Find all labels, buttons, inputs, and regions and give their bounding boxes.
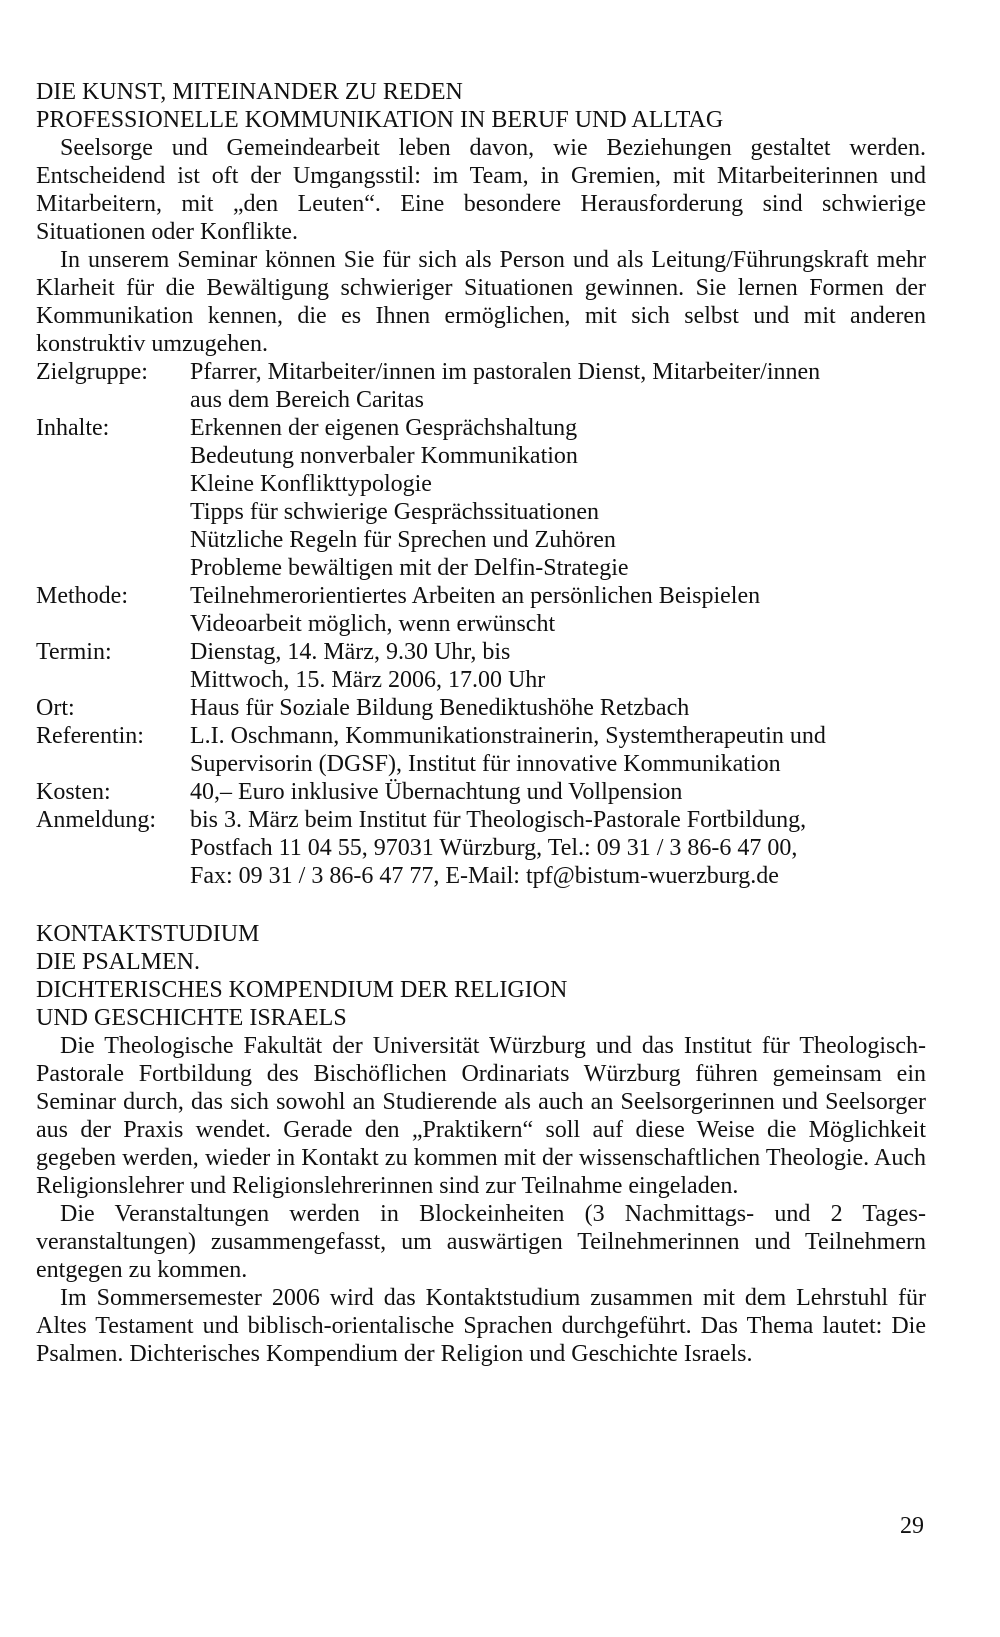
info-line: Bedeutung nonverbaler Kommunikation [190,443,578,469]
info-line: aus dem Bereich Caritas [190,387,424,413]
info-label-referentin: Referentin: [36,723,144,749]
info-line: Supervisorin (DGSF), Institut für innovative Kommunikation [190,751,781,777]
section1-title-line2: PROFESSIONELLE KOMMUNIKATION IN BERUF UND ALLTAG [36,107,724,133]
info-line: Videoarbeit möglich, wenn erwünscht [190,611,556,637]
info-value-termin [190,638,926,694]
section2-title-line2: DIE PSALMEN. [36,949,201,975]
info-line: Postfach 11 04 55, 97031 Würzburg, Tel.: 09 31 / 3 86-6 47 00, [190,835,798,861]
info-line: Teilnehmerorientiertes Arbeiten an persönlichen Beispielen [190,583,761,609]
info-label-kosten: Kosten: [36,779,111,805]
info-line: 40,– Euro inklusive Übernachtung und Vollpension [190,779,683,805]
info-line: Haus für Soziale Bildung Benediktushöhe Retzbach [190,695,690,721]
section2-paragraph: Die Theologische Fakultät der Universität Würzburg und das Institut für Theologisch-Pastorale Fortbildung des Bischöflichen Ordinariats Würzburg führen gemeinsam ein Seminar durch, das sich sowohl an Studierende als auch an Seelsorgerinnen und Seelsorger aus der Praxis wendet. Gerade den „Praktikern“ soll auf diese Weise die Möglichkeit gegeben werden, wieder in Kontakt zu kommen mit der wissenschaftlichen Theologie. Auch Religionslehrer und Religionslehrerinnen sind zur Teilnahme eingeladen. [36,1033,926,1199]
section2-paragraph: Die Veranstaltungen werden in Blockeinheiten (3 Nachmittags- und 2 Tagesveranstaltungen) zusammengefasst, um auswärtigen Teilnehmerinnen und Teilnehmern entgegen zu kommen. [36,1201,926,1283]
section2-title-line1: KONTAKTSTUDIUM [36,921,260,947]
info-label-ort: Ort: [36,695,75,721]
info-value-anmeldung [190,806,926,890]
section2 [36,920,926,1368]
info-line: Fax: 09 31 / 3 86-6 47 77, E-Mail: tpf@bistum-wuerzburg.de [190,863,779,889]
info-line: Kleine Konflikttypologie [190,471,432,497]
section2-paragraph: Im Sommersemester 2006 wird das Kontaktstudium zusammen mit dem Lehrstuhl für Altes Testament und biblisch-orientalische Sprachen durchgeführt. Das Thema lautet: Die Psalmen. Dichterisches Kompendium der Religion und Geschichte Israels. [36,1285,926,1367]
section1-paragraph: In unserem Seminar können Sie für sich als Person und als Leitung/Führungskraft mehr Klarheit für die Bewältigung schwieriger Situationen gewinnen. Sie lernen Formen der Kommunikation kennen, die es Ihnen ermöglichen, mit sich selbst und mit anderen konstruktiv umzugehen. [36,247,926,357]
info-value-referentin [190,722,926,778]
section2-title-line4: UND GESCHICHTE ISRAELS [36,1005,347,1031]
page-content [36,78,926,1368]
info-line: Erkennen der eigenen Gesprächshaltung [190,415,578,441]
section1-title-line1: DIE KUNST, MITEINANDER ZU REDEN [36,79,463,105]
section1-paragraph: Seelsorge und Gemeindearbeit leben davon, wie Beziehungen gestaltet werden. Entscheidend ist oft der Umgangsstil: im Team, in Gremien, mit Mitarbeiterinnen und Mitarbeitern, mit „den Leuten“. Eine besondere Herausforderung sind schwierige Situationen oder Konflikte. [36,135,926,245]
info-line: Nützliche Regeln für Sprechen und Zuhören [190,527,616,553]
info-value-kosten [190,778,926,806]
info-label-termin: Termin: [36,639,112,665]
info-value-inhalte [190,414,926,582]
info-label-inhalte: Inhalte: [36,415,110,441]
info-line: bis 3. März beim Institut für Theologisch-Pastorale Fortbildung, [190,807,807,833]
info-value-ort [190,694,926,722]
info-label-zielgruppe: Zielgruppe: [36,359,148,385]
info-line: L.I. Oschmann, Kommunikationstrainerin, Systemtherapeutin und [190,723,826,749]
info-label-anmeldung: Anmeldung: [36,807,156,833]
info-label-methode: Methode: [36,583,128,609]
seminar-info-table [36,358,926,890]
info-line: Tipps für schwierige Gesprächssituationen [190,499,600,525]
info-value-zielgruppe [190,358,926,414]
section-gap [36,890,926,920]
info-line: Mittwoch, 15. März 2006, 17.00 Uhr [190,667,546,693]
info-value-methode [190,582,926,638]
info-line: Dienstag, 14. März, 9.30 Uhr, bis [190,639,511,665]
info-line: Pfarrer, Mitarbeiter/innen im pastoralen Dienst, Mitarbeiter/innen [190,359,821,385]
section2-title-line3: DICHTERISCHES KOMPENDIUM DER RELIGION [36,977,568,1003]
info-line: Probleme bewältigen mit der Delfin-Strategie [190,555,629,581]
page-number: 29 [900,1513,924,1539]
